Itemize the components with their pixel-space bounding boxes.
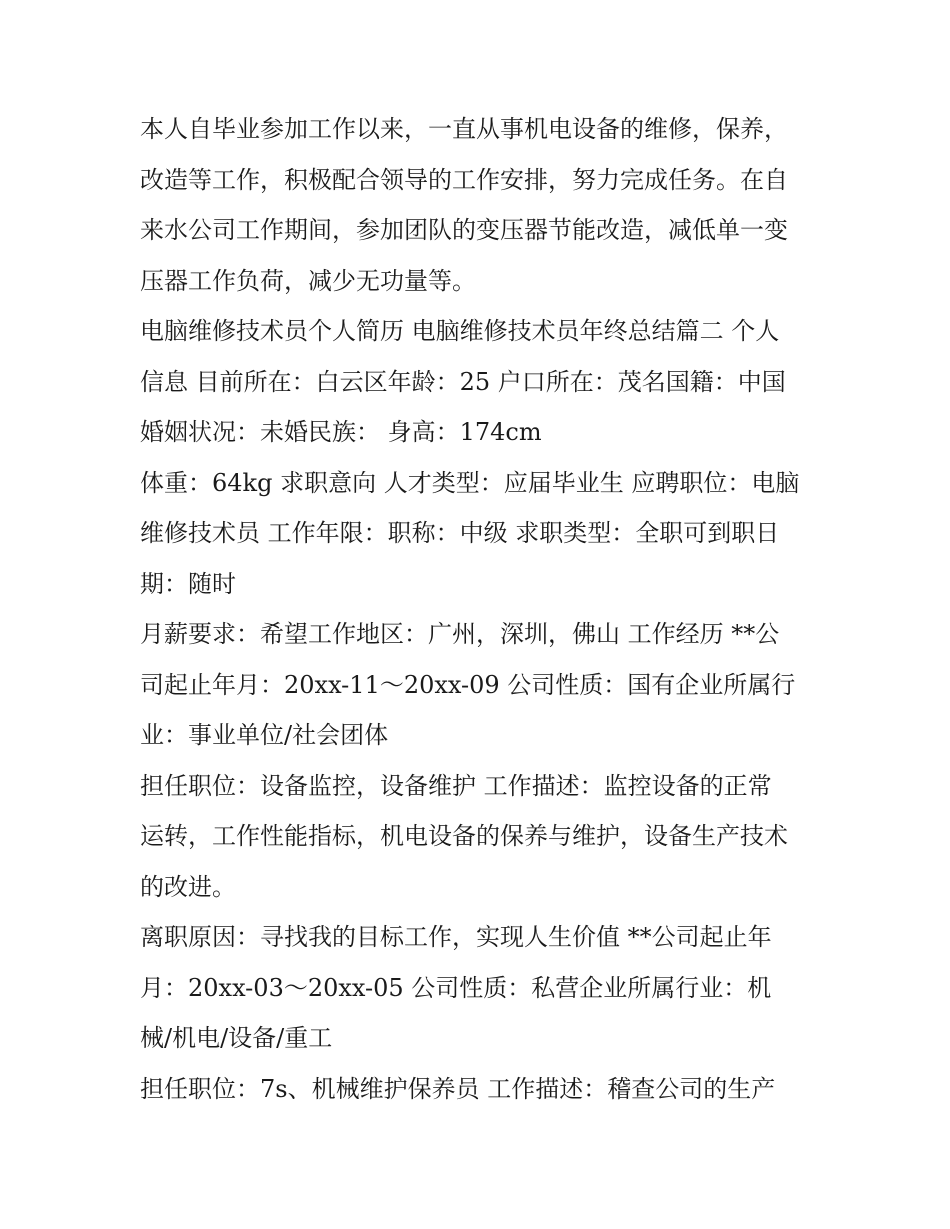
text-line: 月薪要求：希望工作地区：广州，深圳，佛山 工作经历 **公 [140,620,780,648]
text-line: 的改进。 [140,872,236,901]
paragraph-work-summary [140,104,820,306]
text-line: 业：事业单位/社会团体 [140,721,389,749]
document-body [140,104,820,1114]
paragraph-job-intention [140,458,820,610]
text-line: 压器工作负荷，减少无功量等。 [140,266,476,295]
text-line: 维修技术员 工作年限：职称：中级 求职类型：全职可到职日 [140,519,780,547]
text-line: 离职原因：寻找我的目标工作，实现人生价值 **公司起止年 [140,923,772,951]
paragraph-job-description-2 [140,1064,820,1115]
text-line: 担任职位：设备监控，设备维护 工作描述：监控设备的正常 [140,771,772,800]
text-line: 运转，工作性能指标，机电设备的保养与维护，设备生产技术 [140,822,788,850]
paragraph-personal-info [140,306,820,458]
text-line: 改造等工作，积极配合领导的工作安排，努力完成任务。在自 [140,165,788,194]
paragraph-work-experience-2 [140,912,820,1064]
text-line: 司起止年月：20xx-11～20xx-09 公司性质：国有企业所属行 [140,670,796,699]
text-line: 械/机电/设备/重工 [140,1024,333,1052]
text-line: 本人自毕业参加工作以来，一直从事机电设备的维修，保养， [140,115,788,143]
text-line: 信息 目前所在：白云区年龄：25 户口所在：茂名国籍：中国 [140,367,786,396]
text-line: 期：随时 [140,569,236,598]
text-line: 婚姻状况：未婚民族： 身高：174cm [140,418,542,446]
text-line: 来水公司工作期间，参加团队的变压器节能改造，减低单一变 [140,216,788,244]
text-line: 担任职位：7s、机械维护保养员 工作描述：稽查公司的生产 [140,1074,776,1103]
text-line: 月：20xx-03～20xx-05 公司性质：私营企业所属行业：机 [140,973,772,1002]
paragraph-job-description-1 [140,761,820,913]
text-line: 体重：64kg 求职意向 人才类型：应届毕业生 应聘职位：电脑 [140,468,800,497]
paragraph-work-experience-1 [140,609,820,761]
text-line: 电脑维修技术员个人简历 电脑维修技术员年终总结篇二 个人 [140,317,780,345]
